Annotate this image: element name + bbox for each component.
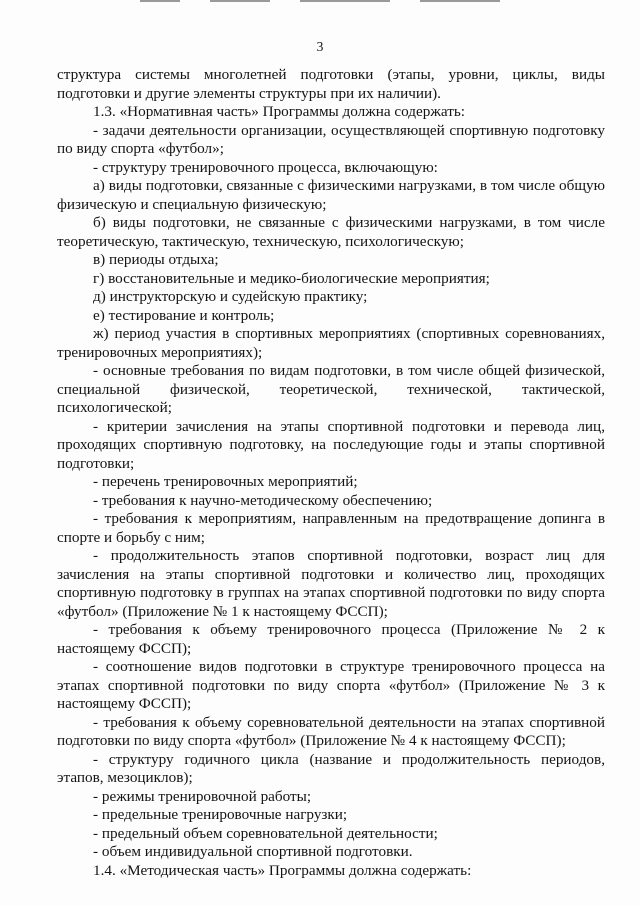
list-item: ж) период участия в спортивных мероприятиях (спортивных соревнованиях, тренировочных мероприятиях); bbox=[57, 325, 605, 361]
scan-artifact-strip bbox=[140, 0, 500, 3]
list-item: - перечень тренировочных мероприятий; bbox=[93, 473, 358, 490]
paragraph: структура системы многолетней подготовки (этапы, уровни, циклы, виды подготовки и другие элементы структуры при их наличии). bbox=[57, 66, 605, 102]
list-item: д) инструкторскую и судейскую практику; bbox=[93, 288, 368, 305]
page-number: 3 bbox=[316, 39, 324, 54]
list-item: - структуру годичного цикла (название и продолжительность периодов, этапов, мезоциклов); bbox=[57, 750, 605, 786]
list-item: г) восстановительные и медико-биологические мероприятия; bbox=[93, 269, 490, 287]
list-item: - требования к объему тренировочного процесса (Приложение № 2 к настоящему ФССП); bbox=[57, 621, 605, 657]
list-item: - основные требования по видам подготовки, в том числе общей физической, специальной физической, теоретической, технической, тактической, психологической; bbox=[57, 362, 605, 416]
section-heading-1-4: 1.4. «Методическая часть» Программы должна содержать: bbox=[93, 861, 472, 879]
list-item: - структуру тренировочного процесса, включающую: bbox=[93, 158, 438, 176]
list-item: - требования к объему соревновательной деятельности на этапах спортивной подготовки по виду спорта «футбол» (Приложение № 4 к настоящему ФССП); bbox=[57, 713, 605, 749]
list-item: - критерии зачисления на этапы спортивной подготовки и перевода лиц, проходящих спортивную подготовку, на последующие годы и этапы спортивной подготовки; bbox=[57, 417, 605, 472]
list-item: - требования к мероприятиям, направленным на предотвращение допинга в спорте и борьбу с ним; bbox=[57, 510, 605, 546]
list-item: - требования к научно-методическому обеспечению; bbox=[93, 491, 433, 509]
list-item: в) периоды отдыха; bbox=[93, 251, 219, 268]
list-item: - продолжительность этапов спортивной подготовки, возраст лиц для зачисления на этапы спортивной подготовки и количество лиц, проходящих спортивную подготовку в группах на этапах спортивной подготовки по виду спорта «футбол» (Приложение № 1 к настоящему ФССП); bbox=[57, 547, 605, 620]
list-item: а) виды подготовки, связанные с физическими нагрузками, в том числе общую физическую и специальную физическую; bbox=[57, 177, 605, 213]
document-body bbox=[57, 66, 605, 880]
list-item: б) виды подготовки, не связанные с физическими нагрузками, в том числе теоретическую, тактическую, техническую, психологическую; bbox=[57, 214, 605, 250]
list-item: - предельные тренировочные нагрузки; bbox=[93, 806, 348, 823]
list-item: е) тестирование и контроль; bbox=[93, 306, 275, 324]
list-item: - предельный объем соревновательной деятельности; bbox=[93, 824, 438, 842]
section-heading-1-3: 1.3. «Нормативная часть» Программы должна содержать: bbox=[93, 103, 465, 120]
list-item: - задачи деятельности организации, осуществляющей спортивную подготовку по виду спорта «футбол»; bbox=[57, 121, 605, 157]
list-item: - соотношение видов подготовки в структуре тренировочного процесса на этапах спортивной подготовки по виду спорта «футбол» (Приложение № 3 к настоящему ФССП); bbox=[57, 658, 605, 712]
list-item: - объем индивидуальной спортивной подготовки. bbox=[93, 843, 413, 860]
list-item: - режимы тренировочной работы; bbox=[93, 787, 312, 805]
